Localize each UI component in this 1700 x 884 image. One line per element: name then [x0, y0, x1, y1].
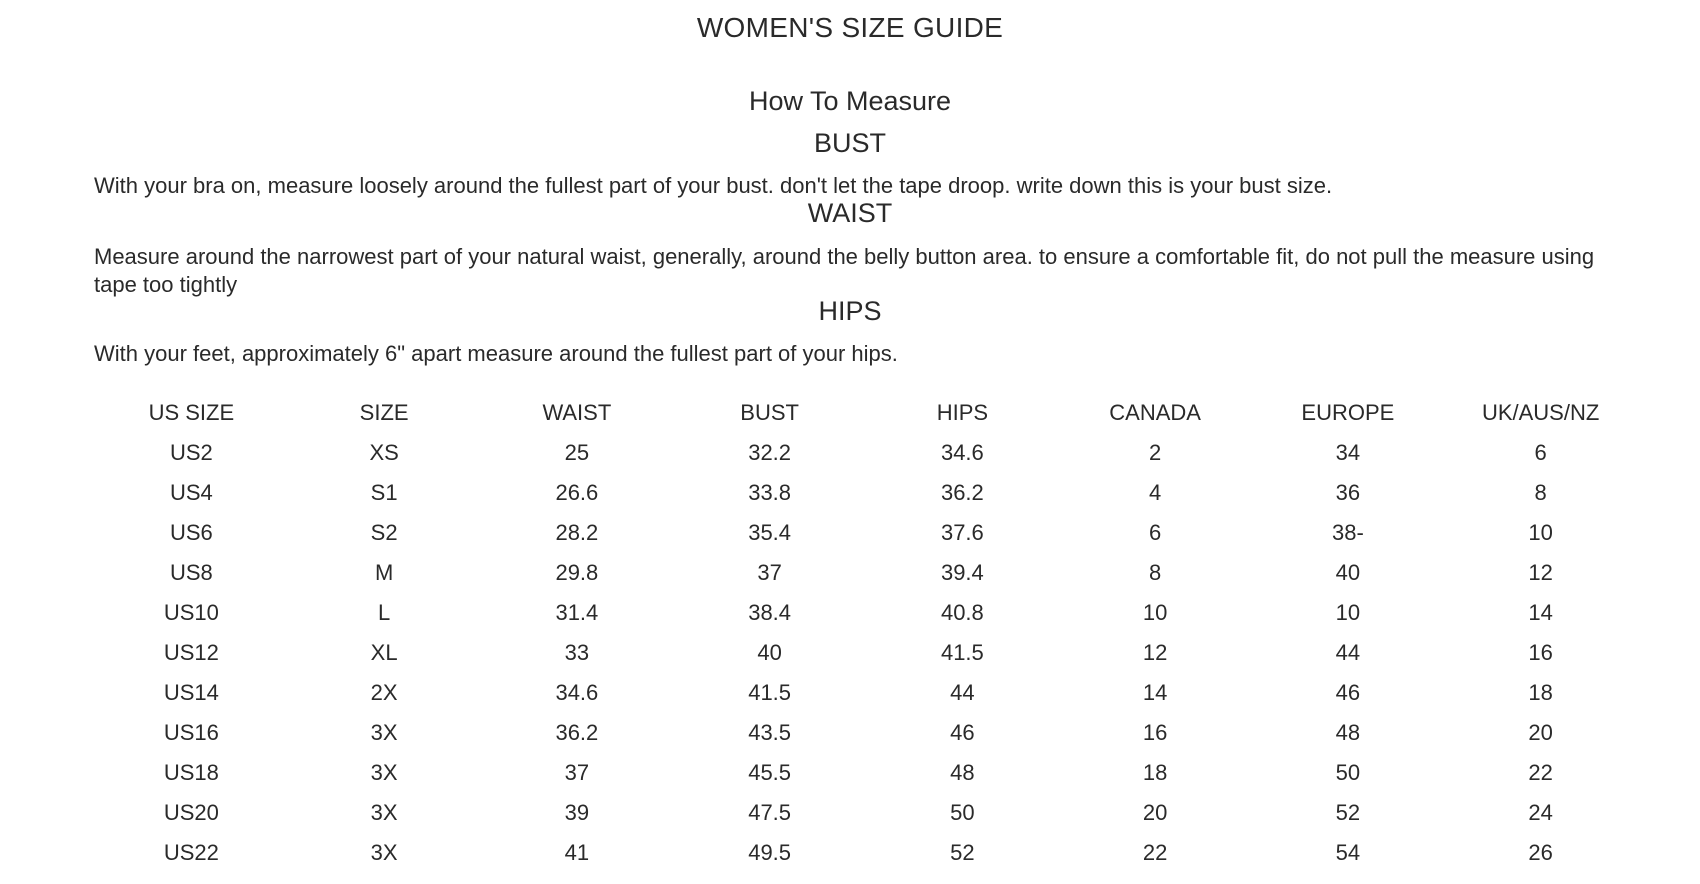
cell-us-size: US14 [163, 680, 219, 705]
table-row [95, 593, 1637, 633]
column-header-us-size: US SIZE [148, 400, 235, 425]
hips-heading: HIPS [818, 296, 882, 326]
column-header-uk-aus-nz: UK/AUS/NZ [1481, 400, 1600, 425]
cell-waist: 41 [564, 840, 590, 865]
cell-europe: 38- [1331, 520, 1364, 545]
cell-europe: 34 [1335, 440, 1361, 465]
cell-hips: 34.6 [940, 440, 984, 465]
cell-us-size: US12 [163, 640, 219, 665]
cell-bust: 38.4 [748, 600, 792, 625]
cell-hips: 48 [950, 760, 975, 785]
table-row [95, 473, 1637, 513]
cell-canada: 10 [1142, 600, 1168, 625]
cell-hips: 50 [950, 800, 975, 825]
cell-uk-aus-nz: 14 [1528, 600, 1553, 625]
column-header-hips: HIPS [936, 400, 989, 425]
column-header-size: SIZE [359, 400, 409, 425]
cell-hips: 36.2 [940, 480, 984, 505]
cell-canada: 22 [1142, 840, 1168, 865]
cell-waist: 28.2 [555, 520, 599, 545]
cell-us-size: US8 [169, 560, 213, 585]
table-row [95, 513, 1637, 553]
cell-size: M [374, 560, 394, 585]
table-row [95, 793, 1637, 833]
cell-us-size: US20 [163, 800, 219, 825]
cell-bust: 35.4 [748, 520, 792, 545]
column-header-waist: WAIST [542, 400, 612, 425]
cell-canada: 2 [1149, 440, 1162, 465]
cell-waist: 39 [564, 800, 590, 825]
cell-size: 3X [370, 720, 398, 745]
cell-europe: 10 [1335, 600, 1361, 625]
cell-hips: 40.8 [940, 600, 984, 625]
cell-hips: 52 [950, 840, 975, 865]
table-body [95, 433, 1637, 873]
cell-us-size: US16 [163, 720, 219, 745]
table-row [95, 633, 1637, 673]
cell-europe: 50 [1335, 760, 1361, 785]
cell-us-size: US2 [169, 440, 213, 465]
cell-hips: 44 [950, 680, 975, 705]
cell-canada: 18 [1142, 760, 1168, 785]
cell-bust: 45.5 [748, 760, 792, 785]
cell-europe: 48 [1335, 720, 1361, 745]
cell-uk-aus-nz: 22 [1528, 760, 1553, 785]
table-row [95, 753, 1637, 793]
cell-bust: 49.5 [748, 840, 792, 865]
cell-size: XL [370, 640, 398, 665]
cell-bust: 32.2 [748, 440, 792, 465]
cell-size: XS [369, 440, 399, 465]
cell-us-size: US4 [169, 480, 213, 505]
page-title: WOMEN'S SIZE GUIDE [696, 12, 1004, 43]
cell-uk-aus-nz: 18 [1528, 680, 1553, 705]
cell-hips: 37.6 [940, 520, 984, 545]
cell-waist: 26.6 [555, 480, 599, 505]
cell-hips: 41.5 [940, 640, 984, 665]
cell-uk-aus-nz: 12 [1528, 560, 1553, 585]
cell-uk-aus-nz: 8 [1534, 480, 1547, 505]
cell-europe: 46 [1335, 680, 1361, 705]
cell-bust: 41.5 [748, 680, 792, 705]
hips-instructions: With your feet, approximately 6" apart measure around the fullest part of your hips. [94, 341, 898, 366]
cell-europe: 36 [1335, 480, 1361, 505]
cell-us-size: US6 [169, 520, 213, 545]
cell-canada: 14 [1142, 680, 1168, 705]
cell-uk-aus-nz: 26 [1528, 840, 1553, 865]
cell-canada: 8 [1149, 560, 1162, 585]
column-header-bust: BUST [740, 400, 799, 425]
table-row [95, 833, 1637, 873]
cell-bust: 33.8 [748, 480, 792, 505]
column-header-canada: CANADA [1109, 400, 1201, 425]
table-row [95, 713, 1637, 753]
cell-size: 3X [370, 760, 398, 785]
cell-hips: 46 [950, 720, 975, 745]
cell-europe: 52 [1335, 800, 1361, 825]
cell-waist: 25 [564, 440, 590, 465]
cell-size: S2 [370, 520, 398, 545]
cell-size: 3X [370, 840, 398, 865]
cell-bust: 37 [757, 560, 782, 585]
cell-uk-aus-nz: 6 [1534, 440, 1547, 465]
how-to-measure-heading: How To Measure [748, 86, 952, 116]
cell-canada: 20 [1142, 800, 1168, 825]
cell-waist: 31.4 [555, 600, 599, 625]
cell-canada: 16 [1142, 720, 1168, 745]
bust-instructions: With your bra on, measure loosely around the fullest part of your bust. don't let the tape droop. write down this is your bust size. [94, 173, 1333, 198]
waist-heading: WAIST [807, 198, 893, 228]
cell-size: 2X [370, 680, 398, 705]
waist-instructions: Measure around the narrowest part of your natural waist, generally, around the belly button area. to ensure a comfortable fit, do not pull the measure using tape too tightly [94, 244, 1595, 297]
cell-us-size: US18 [163, 760, 219, 785]
cell-europe: 40 [1335, 560, 1361, 585]
cell-waist: 33 [564, 640, 590, 665]
cell-bust: 47.5 [748, 800, 792, 825]
cell-europe: 54 [1335, 840, 1361, 865]
cell-size: L [378, 600, 391, 625]
cell-size: S1 [370, 480, 398, 505]
cell-bust: 40 [757, 640, 782, 665]
cell-us-size: US22 [163, 840, 219, 865]
cell-hips: 39.4 [940, 560, 984, 585]
cell-uk-aus-nz: 10 [1528, 520, 1553, 545]
cell-europe: 44 [1335, 640, 1361, 665]
cell-canada: 12 [1142, 640, 1168, 665]
cell-waist: 29.8 [555, 560, 599, 585]
table-row [95, 433, 1637, 473]
cell-waist: 37 [564, 760, 590, 785]
cell-bust: 43.5 [748, 720, 792, 745]
table-header-row [95, 393, 1637, 433]
table-row [95, 673, 1637, 713]
table-row [95, 553, 1637, 593]
column-header-europe: EUROPE [1301, 400, 1395, 425]
cell-us-size: US10 [163, 600, 219, 625]
bust-heading: BUST [813, 128, 886, 158]
cell-uk-aus-nz: 20 [1528, 720, 1553, 745]
cell-canada: 6 [1149, 520, 1162, 545]
size-chart-table [95, 393, 1637, 873]
cell-waist: 34.6 [555, 680, 599, 705]
cell-uk-aus-nz: 16 [1528, 640, 1553, 665]
cell-waist: 36.2 [555, 720, 599, 745]
cell-size: 3X [370, 800, 398, 825]
cell-canada: 4 [1149, 480, 1162, 505]
cell-uk-aus-nz: 24 [1528, 800, 1553, 825]
